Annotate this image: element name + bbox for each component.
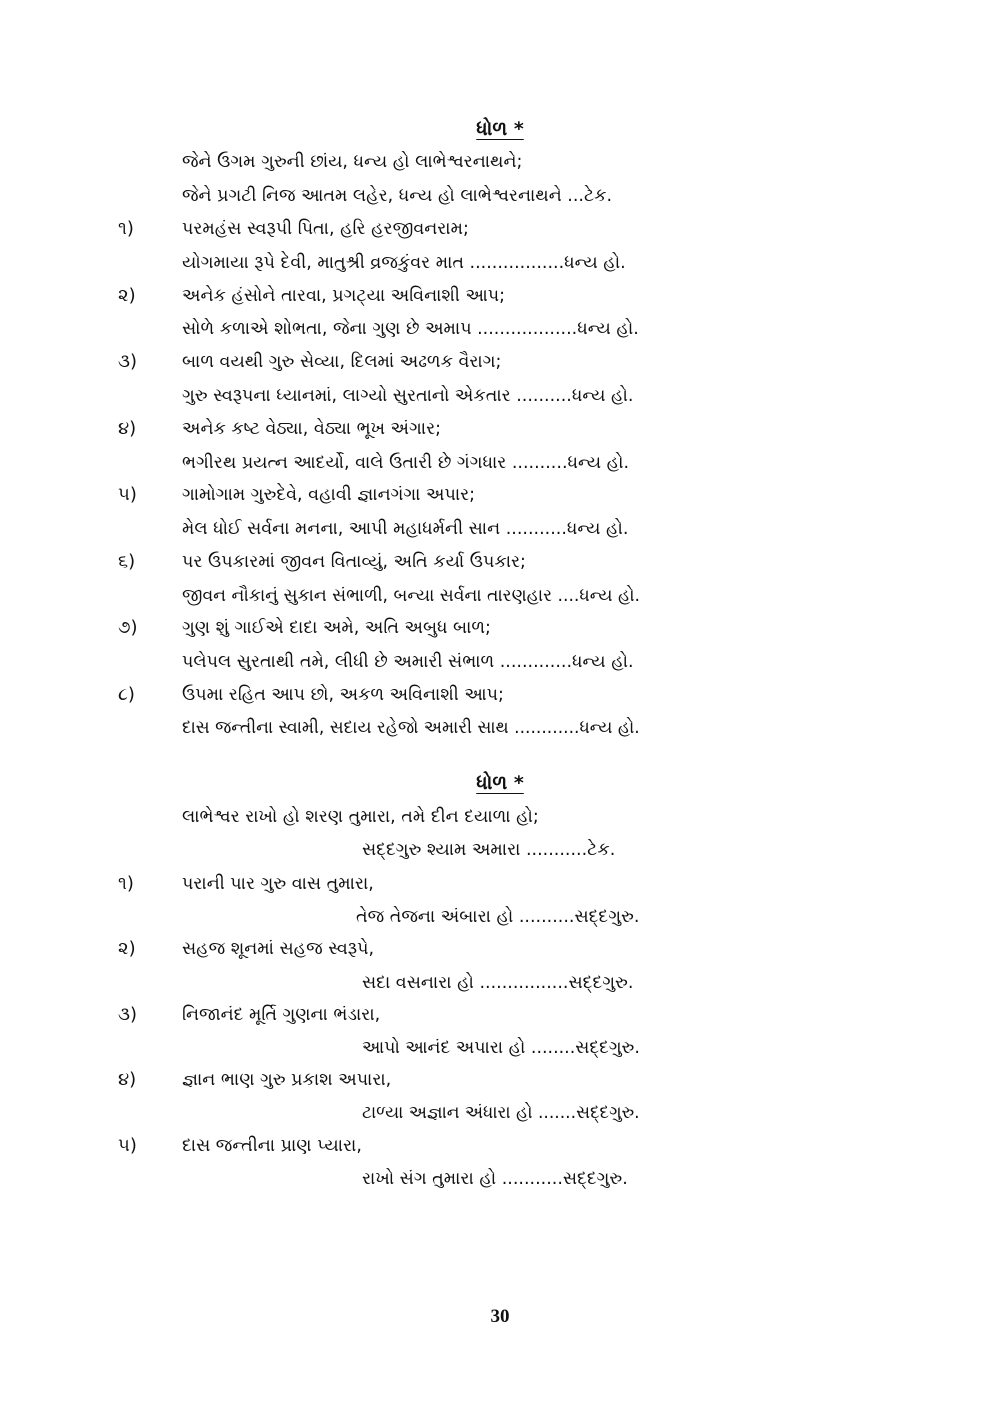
verse-line: મેલ ધોઈ સર્વના મનના, આપી મહાધર્મની સાન ...........ધન્ય હો. xyxy=(182,519,629,539)
song1-title: ધોળ * xyxy=(476,118,524,140)
verse-line: જીવન નૌકાનું સુકાન સંભાળી, બન્યા સર્વના તારણહાર ....ધન્ય હો. xyxy=(182,586,641,606)
verse-line: તેજ તેજના અંબારા હો ..........સદ્દગુરુ. xyxy=(356,907,640,927)
song2-intro-line: સદ્દગુરુ શ્યામ અમારા ...........ટેક. xyxy=(362,840,616,860)
verse-line: નિજાનંદ મૂર્તિ ગુણના ભંડારા, xyxy=(182,1005,381,1025)
verse-number: ૫) xyxy=(118,1135,137,1156)
verse-line: સદા વસનારા હો ................સદ્દગુરુ. xyxy=(362,973,634,993)
verse-line: ગામોગામ ગુરુદેવે, વહાવી જ્ઞાનગંગા અપાર; xyxy=(182,485,476,505)
verse-number: ૧) xyxy=(118,873,134,894)
verse-line: યોગમાયા રૂપે દેવી, માતુશ્રી વ્રજકુંવર માત .................ધન્ય હો. xyxy=(182,253,626,273)
verse-line: દાસ જન્તીના સ્વામી, સદાય રહેજો અમારી સાથ ............ધન્ય હો. xyxy=(182,718,640,738)
verse-line: જ્ઞાન ભાણ ગુરુ પ્રકાશ અપારા, xyxy=(182,1070,392,1090)
verse-line: પલેપલ સુરતાથી તમે, લીધી છે અમારી સંભાળ .............ધન્ય હો. xyxy=(182,652,634,672)
verse-number: ૮) xyxy=(118,684,135,705)
verse-number: ૭) xyxy=(118,617,138,638)
verse-number: ૨) xyxy=(118,938,136,959)
verse-line: પર ઉપકારમાં જીવન વિતાવ્યું, અતિ કર્યા ઉપકાર; xyxy=(182,552,526,572)
verse-number: ૧) xyxy=(118,218,134,239)
verse-line: ટાળ્યા અજ્ઞાન અંધારા હો .......સદ્દગુરુ. xyxy=(362,1103,640,1123)
verse-line: ગુરુ સ્વરૂપના ધ્યાનમાં, લાગ્યો સુરતાનો એકતાર ..........ધન્ય હો. xyxy=(182,386,634,406)
verse-number: ૩) xyxy=(118,1004,138,1025)
verse-number: ૬) xyxy=(118,551,136,572)
verse-line: અનેક હંસોને તારવા, પ્રગટ્યા અવિનાશી આપ; xyxy=(182,286,505,306)
verse-line: ભગીરથ પ્રયત્ન આદર્યો, વાલે ઉતારી છે ગંગધાર ..........ધન્ય હો. xyxy=(182,453,630,473)
verse-line: રાખો સંગ તુમારા હો ...........સદ્દગુરુ. xyxy=(362,1169,628,1189)
verse-number: ૫) xyxy=(118,484,137,505)
verse-number: ૩) xyxy=(118,351,138,372)
verse-number: ૨) xyxy=(118,285,136,306)
verse-line: પરાની પાર ગુરુ વાસ તુમારા, xyxy=(182,874,374,894)
verse-line: પરમહંસ સ્વરૂપી પિતા, હરિ હરજીવનરામ; xyxy=(182,219,469,239)
song2-title: ધોળ * xyxy=(476,772,524,794)
verse-line: ગુણ શું ગાઈએ દાદા અમે, અતિ અબુધ બાળ; xyxy=(182,618,491,638)
verse-line: બાળ વયથી ગુરુ સેવ્યા, દિલમાં અઢળક વૈરાગ; xyxy=(182,352,502,372)
song2-intro-line: લાભેશ્વર રાખો હો શરણ તુમારા, તમે દીન દયાળા હો; xyxy=(182,807,539,827)
page-number: 30 xyxy=(490,1306,510,1327)
song1-intro-line: જેને ઉગમ ગુરુની છાંય, ધન્ય હો લાભેશ્વરનાથને; xyxy=(182,152,523,172)
verse-line: દાસ જન્તીના પ્રાણ પ્યારા, xyxy=(182,1136,362,1156)
verse-line: સહજ શૂનમાં સહજ સ્વરૂપે, xyxy=(182,939,375,959)
verse-number: ૪) xyxy=(118,418,137,439)
verse-number: ૪) xyxy=(118,1069,137,1090)
song1-intro-line: જેને પ્રગટી નિજ આતમ લહેર, ધન્ય હો લાભેશ્વરનાથને ...ટેક. xyxy=(182,186,613,206)
verse-line: અનેક કષ્ટ વેઠ્યા, વેઠ્યા ભૂખ અંગાર; xyxy=(182,419,442,439)
verse-line: સોળે કળાએ શોભતા, જેના ગુણ છે અમાપ ..................ધન્ય હો. xyxy=(182,319,639,339)
verse-line: ઉપમા રહિત આપ છો, અકળ અવિનાશી આપ; xyxy=(182,685,504,705)
verse-line: આપો આનંદ અપારા હો ........સદ્દગુરુ. xyxy=(362,1038,640,1058)
